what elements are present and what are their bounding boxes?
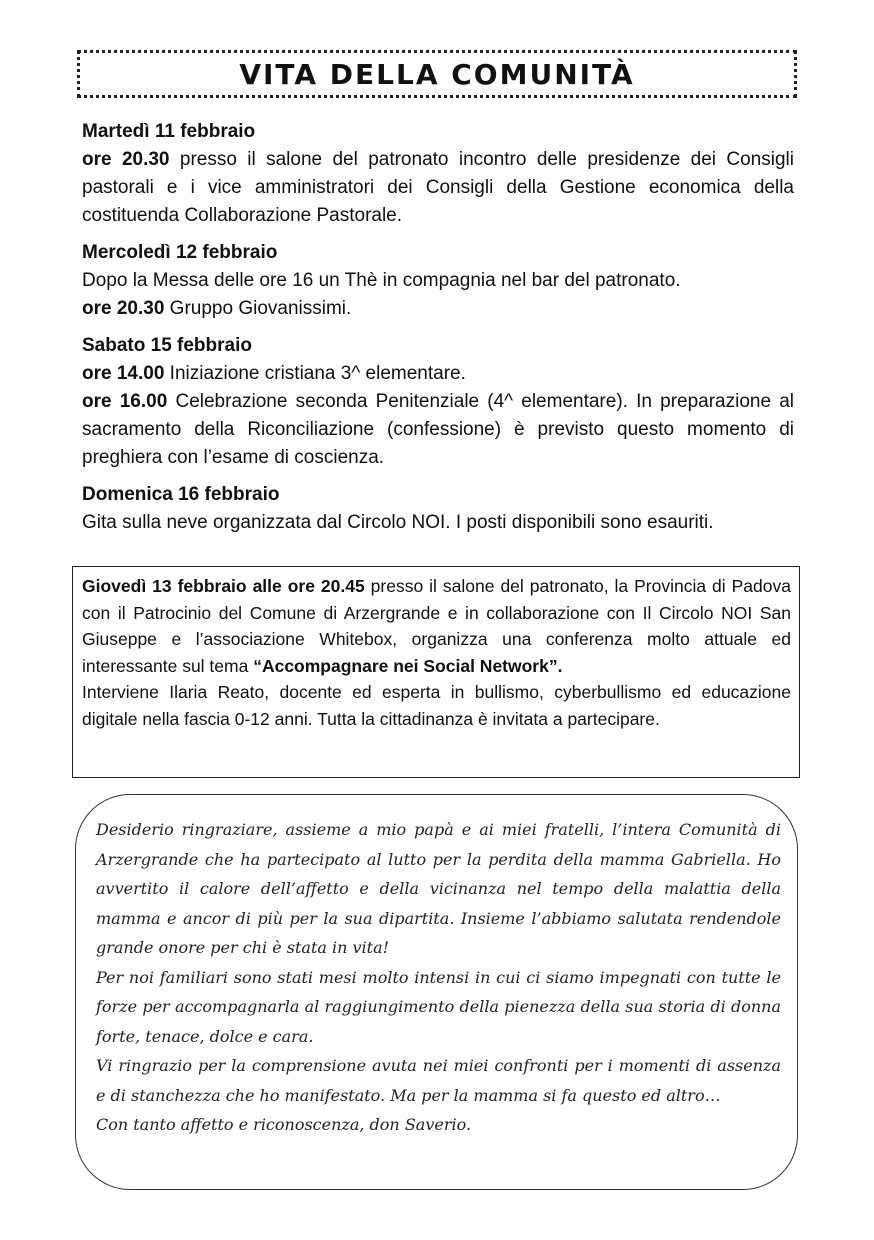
- event-item: [82, 332, 794, 472]
- event-day: Sabato 15 febbraio: [82, 335, 252, 356]
- event-line: [82, 509, 794, 537]
- event-text: Iniziazione cristiana 3^ elementare.: [164, 363, 466, 384]
- conference-text: presso il salone del patronato, la Provincia di Padova con il Patrocinio del Comune di Arzergrande e in collaborazione con Il Circolo NOI San Giuseppe e l’associazione Whitebox, organizza una conferenza molto attuale ed interessante sul tema: [82, 576, 791, 676]
- letter-signature: Con tanto affetto e riconoscenza, don Saverio.: [96, 1115, 472, 1134]
- event-item: [82, 239, 794, 323]
- conference-topic: “Accompagnare nei Social Network”.: [253, 655, 563, 676]
- letter-paragraph: Vi ringrazio per la comprensione avuta nei miei confronti per i momenti di assenza e di stanchezza che ho manifestato. Ma per la mamma si fa questo ed altro…: [96, 1056, 781, 1105]
- conference-speaker: Interviene Ilaria Reato, docente ed esperta in bullismo, cyberbullismo ed educazione digitale nella fascia 0-12 anni. Tutta la cittadinanza è invitata a partecipare.: [82, 682, 791, 729]
- event-day: Martedì 11 febbraio: [82, 121, 256, 142]
- conference-notice: [72, 566, 800, 778]
- event-text: Gita sulla neve organizzata dal Circolo NOI. I posti disponibili sono esauriti.: [82, 512, 714, 533]
- section-title: VITA DELLA COMUNITÀ: [239, 57, 635, 91]
- event-text: Gruppo Giovanissimi.: [164, 298, 352, 319]
- conference-date: Giovedì 13 febbraio alle ore 20.45: [82, 576, 365, 596]
- event-time: ore 16.00: [82, 391, 168, 412]
- event-item: [82, 118, 794, 230]
- letter-paragraph: Per noi familiari sono stati mesi molto intensi in cui ci siamo impegnati con tutte le forze per accompagnarla al raggiungimento della pienezza della sua storia di donna forte, tenace, dolce e cara.: [96, 967, 781, 1046]
- event-line: [82, 267, 794, 295]
- event-day: Mercoledì 12 febbraio: [82, 242, 278, 263]
- event-text: presso il salone del patronato incontro delle presidenze dei Consigli pastorali e i vice amministratori dei Consigli della Gestione economica della costituenda Collaborazione Pastorale.: [82, 149, 794, 226]
- event-day: Domenica 16 febbraio: [82, 484, 280, 505]
- events-list: [82, 118, 794, 546]
- thank-you-letter: [75, 794, 798, 1190]
- event-text: Celebrazione seconda Penitenziale (4^ elementare). In preparazione al sacramento della Riconciliazione (confessione) è previsto questo momento di preghiera con l’esame di coscienza.: [82, 391, 794, 468]
- event-item: [82, 481, 794, 537]
- event-line: [82, 146, 794, 230]
- event-text: Dopo la Messa delle ore 16 un Thè in compagnia nel bar del patronato.: [82, 270, 681, 291]
- letter-paragraph: Desiderio ringraziare, assieme a mio papà e ai miei fratelli, l’intera Comunità di Arzergrande che ha partecipato al lutto per la perdita della mamma Gabriella. Ho avvertito il calore dell’affetto e della vicinanza nel tempo della malattia della mamma e ancor di più per la sua dipartita. Insieme l’abbiamo salutata rendendole grande onore per chi è stata in vita!: [96, 820, 781, 957]
- event-line: [82, 388, 794, 472]
- event-line: [82, 295, 794, 323]
- event-time: ore 14.00: [82, 363, 165, 384]
- conference-paragraph: [82, 573, 791, 679]
- event-time: ore 20.30: [82, 149, 170, 170]
- event-time: ore 20.30: [82, 298, 165, 319]
- section-title-box: [77, 50, 797, 98]
- event-line: [82, 360, 794, 388]
